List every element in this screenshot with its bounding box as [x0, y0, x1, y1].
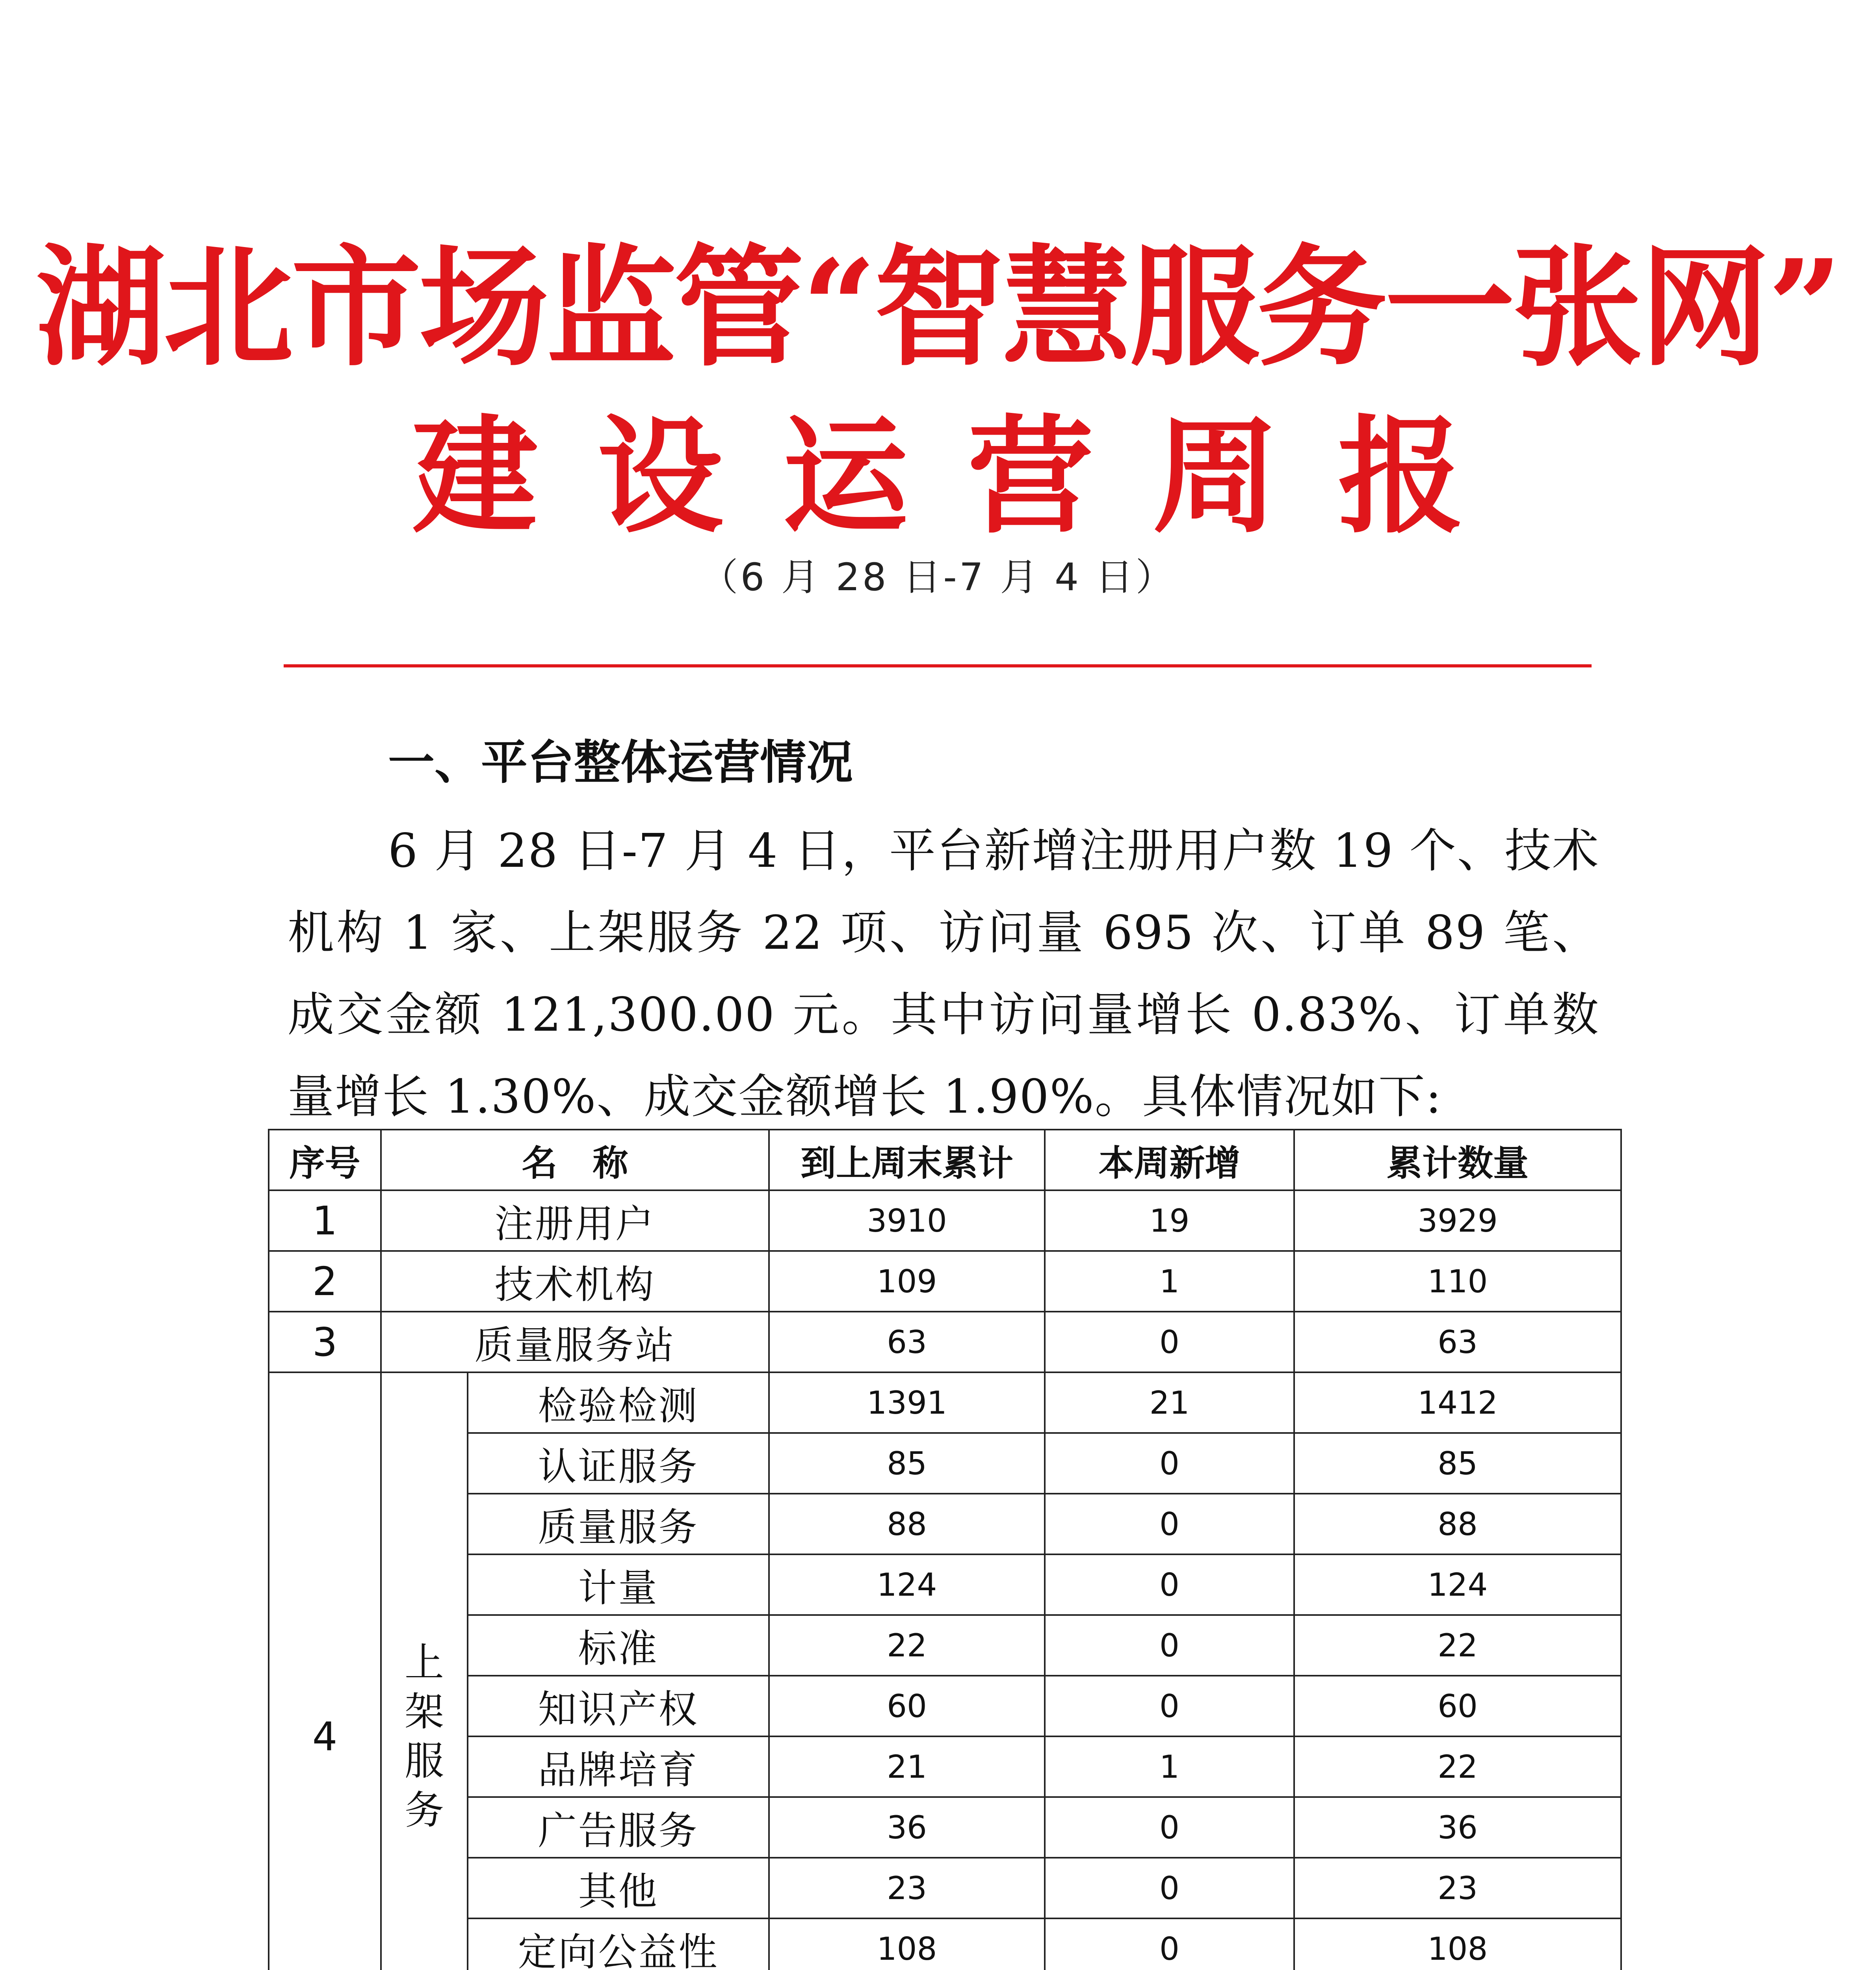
row-prev: 23	[769, 1858, 1045, 1918]
row-name: 质量服务站	[381, 1312, 769, 1372]
row-total: 85	[1294, 1433, 1621, 1494]
title-line-1: 湖北市场监管“智慧服务一张网”	[36, 231, 1840, 384]
row-total: 22	[1294, 1736, 1621, 1797]
row-prev: 22	[769, 1615, 1045, 1676]
row-added: 0	[1045, 1858, 1294, 1918]
date-range: （6 月 28 日-7 月 4 日）	[700, 555, 1176, 599]
row-total: 88	[1294, 1494, 1621, 1554]
row-prev: 36	[769, 1797, 1045, 1858]
row-no: 2	[269, 1251, 381, 1312]
row-added: 0	[1045, 1433, 1294, 1494]
row-no: 4	[269, 1372, 381, 1970]
table-body	[269, 1190, 1621, 1970]
table-row	[269, 1797, 1621, 1858]
row-added: 0	[1045, 1797, 1294, 1858]
header-no: 序号	[269, 1130, 381, 1190]
row-no: 3	[269, 1312, 381, 1372]
row-added: 0	[1045, 1918, 1294, 1970]
group-label	[381, 1372, 468, 1970]
table-row	[269, 1433, 1621, 1494]
row-added: 0	[1045, 1676, 1294, 1736]
table-row	[269, 1372, 1621, 1433]
row-total: 3929	[1294, 1190, 1621, 1251]
row-added: 0	[1045, 1494, 1294, 1554]
table-row	[269, 1190, 1621, 1251]
row-added: 0	[1045, 1312, 1294, 1372]
table-row	[269, 1494, 1621, 1554]
header-added: 本周新增	[1045, 1130, 1294, 1190]
row-added: 1	[1045, 1251, 1294, 1312]
section-heading: 一、平台整体运营情况	[388, 735, 853, 790]
table-row	[269, 1554, 1621, 1615]
row-name: 技术机构	[381, 1251, 769, 1312]
row-added: 0	[1045, 1554, 1294, 1615]
table-row	[269, 1736, 1621, 1797]
title-line-2: 建设运营周报	[412, 403, 1523, 550]
row-name: 知识产权	[468, 1676, 769, 1736]
row-total: 22	[1294, 1615, 1621, 1676]
table-row	[269, 1858, 1621, 1918]
row-name: 标准	[468, 1615, 769, 1676]
row-total: 1412	[1294, 1372, 1621, 1433]
group-label-char: 务	[405, 1787, 444, 1833]
table-row	[269, 1676, 1621, 1736]
row-name: 认证服务	[468, 1433, 769, 1494]
row-no: 1	[269, 1190, 381, 1251]
row-prev: 85	[769, 1433, 1045, 1494]
row-name: 计量	[468, 1554, 769, 1615]
row-name: 注册用户	[381, 1190, 769, 1251]
row-prev: 108	[769, 1918, 1045, 1970]
header-name: 名 称	[381, 1130, 769, 1190]
row-total: 63	[1294, 1312, 1621, 1372]
row-total: 60	[1294, 1676, 1621, 1736]
red-divider	[284, 664, 1592, 667]
header-total: 累计数量	[1294, 1130, 1621, 1190]
table-row	[269, 1312, 1621, 1372]
row-prev: 124	[769, 1554, 1045, 1615]
row-name: 品牌培育	[468, 1736, 769, 1797]
row-added: 21	[1045, 1372, 1294, 1433]
row-name: 定向公益性	[468, 1918, 769, 1970]
row-total: 108	[1294, 1918, 1621, 1970]
row-prev: 60	[769, 1676, 1045, 1736]
header-prev: 到上周末累计	[769, 1130, 1045, 1190]
row-total: 124	[1294, 1554, 1621, 1615]
row-prev: 109	[769, 1251, 1045, 1312]
row-prev: 63	[769, 1312, 1045, 1372]
row-name: 广告服务	[468, 1797, 769, 1858]
row-prev: 3910	[769, 1190, 1045, 1251]
table-row	[269, 1615, 1621, 1676]
group-label-char: 上	[405, 1639, 444, 1686]
row-prev: 21	[769, 1736, 1045, 1797]
row-total: 36	[1294, 1797, 1621, 1858]
group-label-char: 服	[405, 1738, 444, 1784]
row-name: 质量服务	[468, 1494, 769, 1554]
row-name: 其他	[468, 1858, 769, 1918]
table-row	[269, 1918, 1621, 1970]
row-added: 1	[1045, 1736, 1294, 1797]
row-total: 110	[1294, 1251, 1621, 1312]
stats-table	[268, 1129, 1622, 1970]
row-prev: 1391	[769, 1372, 1045, 1433]
table-header-row	[269, 1130, 1621, 1190]
row-name: 检验检测	[468, 1372, 769, 1433]
intro-paragraph: 6 月 28 日-7 月 4 日，平台新增注册用户数 19 个、技术机构 1 家、上架服务 22 项、访问量 695 次、订单 89 笔、成交金额 121,300.00 元。其中访问量增长 0.83%、订单数量增长 1.30%、成交金额增长 1.90%。具体情况如下:	[288, 823, 1599, 1124]
table-row	[269, 1251, 1621, 1312]
row-total: 23	[1294, 1858, 1621, 1918]
group-label-char: 架	[405, 1689, 444, 1735]
row-added: 0	[1045, 1615, 1294, 1676]
row-prev: 88	[769, 1494, 1045, 1554]
row-added: 19	[1045, 1190, 1294, 1251]
